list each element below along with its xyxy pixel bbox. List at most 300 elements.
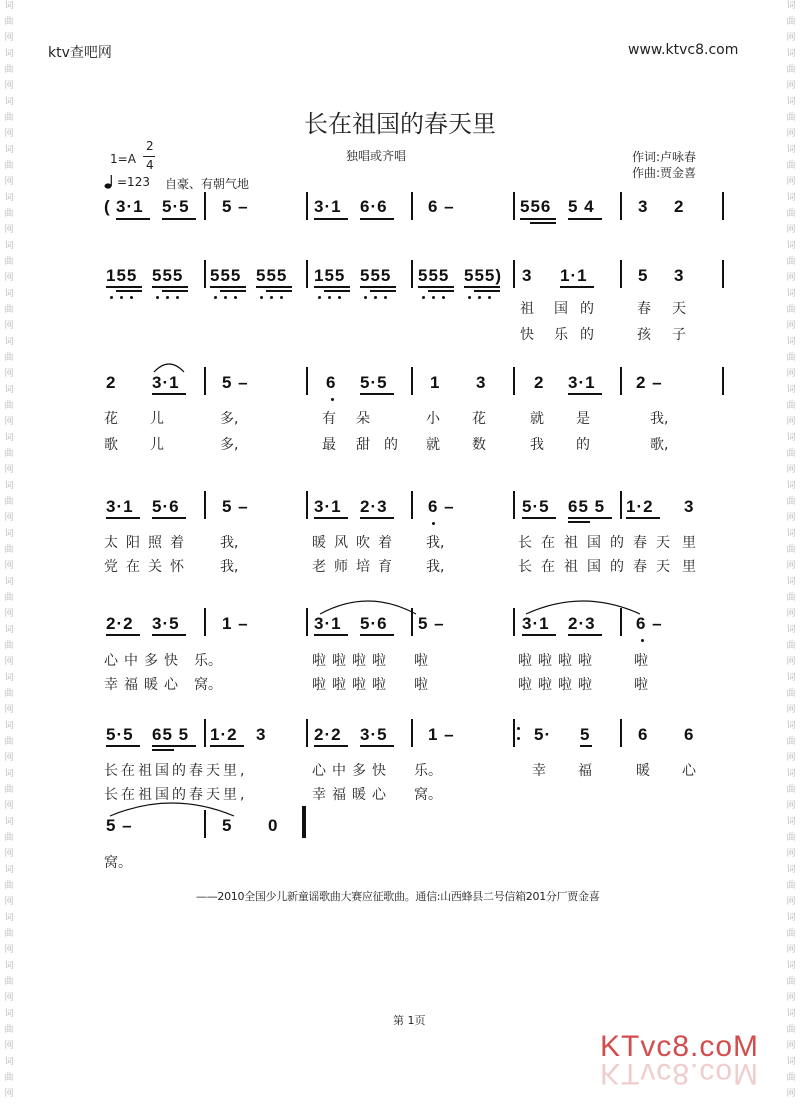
beam (360, 218, 394, 220)
note-group: 3·1 (116, 197, 144, 216)
low-octave-dot (110, 296, 113, 299)
lyric: 长在祖国的春天里, (104, 763, 248, 779)
beam (210, 286, 246, 288)
side-watermark-char: 网 (4, 33, 14, 43)
side-watermark-char: 曲 (4, 593, 14, 603)
note-group: 3·1 (522, 614, 550, 633)
note-group: 5·5 (522, 497, 550, 516)
side-watermark-char: 曲 (4, 929, 14, 939)
side-watermark-char: 曲 (4, 353, 14, 363)
side-watermark-char: 词 (4, 1, 14, 11)
footnote: ——2010全国少儿新童谣歌曲大赛应征歌曲。通信:山西蜂县二号信箱201分厂贾金喜 (196, 890, 600, 903)
bar-line (513, 491, 515, 519)
lyric: 福 (578, 763, 592, 779)
note-group: 155 (314, 266, 346, 285)
beam (314, 517, 348, 519)
note-group: 5 – (222, 373, 249, 392)
note-group: 3·1 (314, 197, 342, 216)
side-watermark-char: 曲 (786, 65, 796, 75)
lyric: 春 (637, 301, 651, 317)
site-name-left: ktv查吧网 (48, 45, 112, 61)
side-watermark-char: 词 (4, 385, 14, 395)
bar-line (204, 192, 206, 220)
note-group: 2·2 (314, 725, 342, 744)
lyric: 心中多快 (104, 653, 184, 669)
lyric: 暖 (636, 763, 650, 779)
low-octave-dot (488, 296, 491, 299)
side-watermark-char: 网 (4, 993, 14, 1003)
beam (520, 218, 556, 220)
note-group: 5 4 (568, 197, 595, 216)
side-watermark-char: 词 (786, 481, 796, 491)
lyric: 窝。 (104, 855, 132, 871)
side-watermark-char: 词 (786, 1009, 796, 1019)
note-group: 1 – (428, 725, 455, 744)
side-watermark-char: 网 (4, 129, 14, 139)
side-watermark-char: 曲 (4, 833, 14, 843)
side-watermark-char: 网 (786, 657, 796, 667)
note-group: 3 (674, 266, 685, 285)
side-watermark-char: 网 (4, 273, 14, 283)
beam (522, 517, 556, 519)
lyric: 啦 (634, 677, 648, 693)
beam (360, 745, 394, 747)
side-watermark-char: 网 (786, 849, 796, 859)
side-watermark-char: 网 (4, 81, 14, 91)
side-watermark-char: 词 (786, 961, 796, 971)
side-watermark-char: 曲 (786, 401, 796, 411)
bar-line (204, 608, 206, 636)
low-octave-dot (331, 398, 334, 401)
beam (152, 286, 188, 288)
beam (152, 749, 174, 751)
bar-line (411, 719, 413, 747)
slur (524, 596, 642, 616)
side-watermark-char: 网 (786, 1041, 796, 1051)
side-watermark-char: 网 (786, 417, 796, 427)
side-watermark-char: 曲 (786, 977, 796, 987)
side-watermark-char: 网 (4, 417, 14, 427)
side-watermark-char: 网 (4, 561, 14, 571)
lyric: 乐。 (414, 763, 442, 779)
side-watermark-char: 网 (786, 705, 796, 715)
side-watermark-char: 曲 (4, 257, 14, 267)
side-watermark-char: 词 (786, 193, 796, 203)
note-group: 155 (106, 266, 138, 285)
beam (580, 745, 592, 747)
side-watermark-char: 词 (786, 817, 796, 827)
lyric: 甜 (356, 437, 370, 453)
quarter-note-icon (104, 174, 116, 194)
lyric: 啦 (414, 677, 428, 693)
meter-bottom: 4 (146, 158, 154, 172)
note-group: ( (104, 197, 111, 216)
note-group: 5 – (222, 197, 249, 216)
lyric: 啦啦啦啦 (312, 653, 392, 669)
note-group: 555 (360, 266, 392, 285)
note-group: 2·3 (568, 614, 596, 633)
side-watermark-char: 词 (4, 433, 14, 443)
side-watermark-char: 词 (4, 529, 14, 539)
lyric: 的 (384, 437, 398, 453)
lyric: 数 (472, 437, 486, 453)
low-octave-dot (130, 296, 133, 299)
note-group: 65 5 (568, 497, 606, 516)
beam (106, 286, 142, 288)
key-signature: 1=A (110, 152, 136, 166)
side-watermark-char: 曲 (4, 209, 14, 219)
beam (152, 393, 186, 395)
side-watermark-right (784, 0, 798, 1112)
lyric: 小 (426, 411, 440, 427)
side-watermark-char: 词 (4, 193, 14, 203)
beam (314, 218, 348, 220)
side-watermark-char: 网 (786, 465, 796, 475)
side-watermark-char: 词 (4, 721, 14, 731)
bar-line (306, 367, 308, 395)
side-watermark-char: 曲 (4, 881, 14, 891)
lyric: 快 (520, 327, 534, 343)
bar-line (513, 719, 515, 747)
side-watermark-char: 词 (786, 577, 796, 587)
side-watermark-char: 曲 (4, 785, 14, 795)
lyric: 我 (530, 437, 544, 453)
side-watermark-char: 网 (4, 705, 14, 715)
lyric: 花 (104, 411, 118, 427)
side-watermark-char: 曲 (4, 545, 14, 555)
low-octave-dot (374, 296, 377, 299)
performance-note: 独唱或齐唱 (346, 149, 407, 163)
low-octave-dot (338, 296, 341, 299)
low-octave-dot (166, 296, 169, 299)
side-watermark-char: 网 (4, 801, 14, 811)
lyric: 太阳照着 (104, 535, 192, 551)
lyric: 就 (530, 411, 544, 427)
beam (418, 286, 454, 288)
note-group: 1·1 (560, 266, 588, 285)
side-watermark-char: 词 (786, 913, 796, 923)
side-watermark-char: 曲 (786, 257, 796, 267)
note-group: 6 – (428, 197, 455, 216)
side-watermark-char: 曲 (786, 161, 796, 171)
side-watermark-char: 网 (786, 993, 796, 1003)
side-watermark-char: 曲 (786, 785, 796, 795)
side-watermark-char: 词 (4, 97, 14, 107)
lyric: 心 (682, 763, 696, 779)
note-group: 1 – (222, 614, 249, 633)
bar-line (411, 608, 413, 636)
note-group: 5·5 (162, 197, 190, 216)
low-octave-dot (442, 296, 445, 299)
beam (568, 521, 590, 523)
lyric: 啦 (634, 653, 648, 669)
note-group: 3 (522, 266, 533, 285)
lyric: 老师培育 (312, 559, 400, 575)
side-watermark-char: 词 (786, 433, 796, 443)
beam (162, 290, 188, 292)
side-watermark-char: 词 (4, 481, 14, 491)
low-octave-dot (468, 296, 471, 299)
low-octave-dot (364, 296, 367, 299)
side-watermark-char: 词 (786, 1, 796, 11)
side-watermark-char: 曲 (4, 1073, 14, 1083)
note-group: 1 (430, 373, 441, 392)
bar-line (722, 192, 724, 220)
low-octave-dot (422, 296, 425, 299)
side-watermark-char: 曲 (786, 881, 796, 891)
lyric: 党在关怀 (104, 559, 192, 575)
side-watermark-char: 网 (4, 1041, 14, 1051)
note-group: 3·1 (152, 373, 180, 392)
low-octave-dot (318, 296, 321, 299)
side-watermark-char: 词 (786, 769, 796, 779)
slur (318, 596, 418, 616)
note-group: 65 5 (152, 725, 190, 744)
side-watermark-char: 网 (786, 753, 796, 763)
side-watermark-char: 曲 (786, 545, 796, 555)
beam (152, 517, 186, 519)
lyric: 心中多快 (312, 763, 392, 779)
side-watermark-char: 曲 (786, 833, 796, 843)
lyric: 朵 (356, 411, 370, 427)
bar-line (513, 192, 515, 220)
side-watermark-char: 词 (4, 577, 14, 587)
note-group: 3 (256, 725, 267, 744)
lyric: 多, (220, 411, 239, 427)
side-watermark-char: 词 (4, 961, 14, 971)
low-octave-dot (176, 296, 179, 299)
side-watermark-char: 词 (786, 673, 796, 683)
note-group: 6 – (428, 497, 455, 516)
note-group: 5 (580, 725, 591, 744)
composer: 作曲:贾金喜 (632, 166, 697, 180)
bar-line (204, 491, 206, 519)
bar-line (306, 608, 308, 636)
side-watermark-char: 曲 (4, 977, 14, 987)
note-group: 5 – (418, 614, 445, 633)
side-watermark-char: 曲 (786, 305, 796, 315)
lyric: 里 (682, 559, 696, 575)
bar-line (411, 192, 413, 220)
side-watermark-char: 网 (4, 753, 14, 763)
note-group: 2 (534, 373, 545, 392)
repeat-dot (517, 727, 520, 730)
side-watermark-char: 网 (786, 561, 796, 571)
side-watermark-char: 词 (786, 145, 796, 155)
beam (152, 634, 186, 636)
side-watermark-char: 曲 (786, 209, 796, 219)
side-watermark-char: 词 (786, 385, 796, 395)
lyric: 啦 (414, 653, 428, 669)
lyric: 乐 (554, 327, 568, 343)
note-group: 3 (638, 197, 649, 216)
beam (152, 745, 196, 747)
side-watermark-char: 网 (786, 609, 796, 619)
side-watermark-char: 网 (4, 849, 14, 859)
side-watermark-char: 曲 (4, 1025, 14, 1035)
note-group: 555 (256, 266, 288, 285)
side-watermark-char: 曲 (786, 113, 796, 123)
tempo: =123 (117, 175, 150, 189)
lyric: 幸福暖心 (312, 787, 392, 803)
low-octave-dot (270, 296, 273, 299)
note-group: 6 (638, 725, 649, 744)
lyric: 就 (426, 437, 440, 453)
repeat-dot (517, 737, 520, 740)
bar-line (620, 367, 622, 395)
bar-line (411, 491, 413, 519)
beam (360, 517, 394, 519)
note-group: 3 (684, 497, 695, 516)
lyric: 有 (322, 411, 336, 427)
lyricist: 作词:卢咏春 (632, 150, 697, 164)
low-octave-dot (432, 522, 435, 525)
low-octave-dot (224, 296, 227, 299)
final-bar-line (302, 806, 306, 838)
bar-line (411, 367, 413, 395)
bar-line (620, 608, 622, 636)
note-group: 6·6 (360, 197, 388, 216)
bar-line (204, 810, 206, 838)
beam (530, 222, 556, 224)
meter-top: 2 (146, 139, 154, 153)
note-group: 1·2 (210, 725, 238, 744)
low-octave-dot (384, 296, 387, 299)
side-watermark-char: 词 (4, 1009, 14, 1019)
lyric: 我, (220, 535, 239, 551)
side-watermark-char: 词 (786, 1057, 796, 1067)
side-watermark-char: 词 (786, 529, 796, 539)
side-watermark-char: 网 (786, 897, 796, 907)
side-watermark-char: 词 (786, 865, 796, 875)
site-url-right: www.ktvc8.com (628, 42, 739, 58)
side-watermark-char: 曲 (4, 401, 14, 411)
lyric: 幸福暖心 (104, 677, 184, 693)
low-octave-dot (214, 296, 217, 299)
note-group: 3·1 (106, 497, 134, 516)
lyric: 啦啦啦啦 (518, 677, 598, 693)
beam (568, 634, 602, 636)
tempo-mark: 自豪、有朝气地 (165, 177, 250, 191)
note-group: 2 (674, 197, 685, 216)
bar-line (204, 719, 206, 747)
lyric: 天 (672, 301, 686, 317)
lyric: 的 (580, 327, 594, 343)
note-group: 1·2 (626, 497, 654, 516)
beam (256, 286, 292, 288)
side-watermark-char: 网 (786, 801, 796, 811)
bar-line (204, 367, 206, 395)
beam (116, 290, 142, 292)
note-group: 555 (418, 266, 450, 285)
side-watermark-char: 词 (786, 49, 796, 59)
lyric: 花 (472, 411, 486, 427)
note-group: 5· (534, 725, 552, 744)
bar-line (722, 260, 724, 288)
side-watermark-char: 词 (786, 241, 796, 251)
beam (568, 517, 612, 519)
note-group: 556 (520, 197, 552, 216)
note-group: 5 (222, 816, 233, 835)
note-group: 555 (152, 266, 184, 285)
low-octave-dot (328, 296, 331, 299)
lyric: 的 (580, 301, 594, 317)
side-watermark-char: 词 (786, 337, 796, 347)
side-watermark-char: 曲 (4, 497, 14, 507)
side-watermark-char: 曲 (4, 641, 14, 651)
side-watermark-char: 网 (4, 321, 14, 331)
lyric: 长在祖国的春天 (518, 535, 679, 551)
side-watermark-char: 曲 (4, 449, 14, 459)
side-watermark-char: 词 (4, 625, 14, 635)
side-watermark-char: 网 (4, 369, 14, 379)
lyric: 多, (220, 437, 239, 453)
bar-line (411, 260, 413, 288)
side-watermark-char: 词 (786, 289, 796, 299)
beam (370, 290, 396, 292)
side-watermark-char: 网 (4, 465, 14, 475)
beam (360, 286, 396, 288)
lyric: 窝。 (194, 677, 222, 693)
lyric: 儿 (150, 411, 164, 427)
side-watermark-char: 词 (4, 769, 14, 779)
note-group: 5 – (222, 497, 249, 516)
side-watermark-char: 词 (786, 721, 796, 731)
beam (220, 290, 246, 292)
side-watermark-char: 曲 (4, 113, 14, 123)
side-watermark-char: 网 (786, 321, 796, 331)
lyric: 里 (682, 535, 696, 551)
lyric: 长在祖国的春天里, (104, 787, 248, 803)
low-octave-dot (432, 296, 435, 299)
lyric: 祖 (520, 301, 534, 317)
bar-line (620, 260, 622, 288)
lyric: 长在祖国的春天 (518, 559, 679, 575)
bar-line (620, 192, 622, 220)
lyric: 最 (322, 437, 336, 453)
beam (266, 290, 292, 292)
lyric: 国 (554, 301, 568, 317)
watermark-reflection: KTvc8.coM (600, 1057, 760, 1090)
side-watermark-char: 曲 (786, 449, 796, 459)
note-group: 5·6 (360, 614, 388, 633)
note-group: 3·1 (568, 373, 596, 392)
note-group: 2 (106, 373, 117, 392)
bar-line (306, 719, 308, 747)
lyric: 是 (576, 411, 590, 427)
low-octave-dot (478, 296, 481, 299)
beam (568, 393, 602, 395)
beam (360, 393, 394, 395)
side-watermark-char: 曲 (4, 689, 14, 699)
side-watermark-char: 曲 (786, 353, 796, 363)
lyric: 我, (426, 559, 445, 575)
side-watermark-char: 曲 (4, 161, 14, 171)
lyric: 儿 (150, 437, 164, 453)
low-octave-dot (641, 639, 644, 642)
bar-line (620, 491, 622, 519)
lyric: 我, (650, 411, 669, 427)
side-watermark-left (2, 0, 16, 1112)
note-group: 3·5 (152, 614, 180, 633)
side-watermark-char: 网 (4, 945, 14, 955)
note-group: 5·6 (152, 497, 180, 516)
side-watermark-char: 词 (4, 673, 14, 683)
watermark-logo: KTvc8.coM (600, 1030, 760, 1063)
side-watermark-char: 网 (786, 225, 796, 235)
beam (626, 517, 660, 519)
side-watermark-char: 网 (786, 273, 796, 283)
